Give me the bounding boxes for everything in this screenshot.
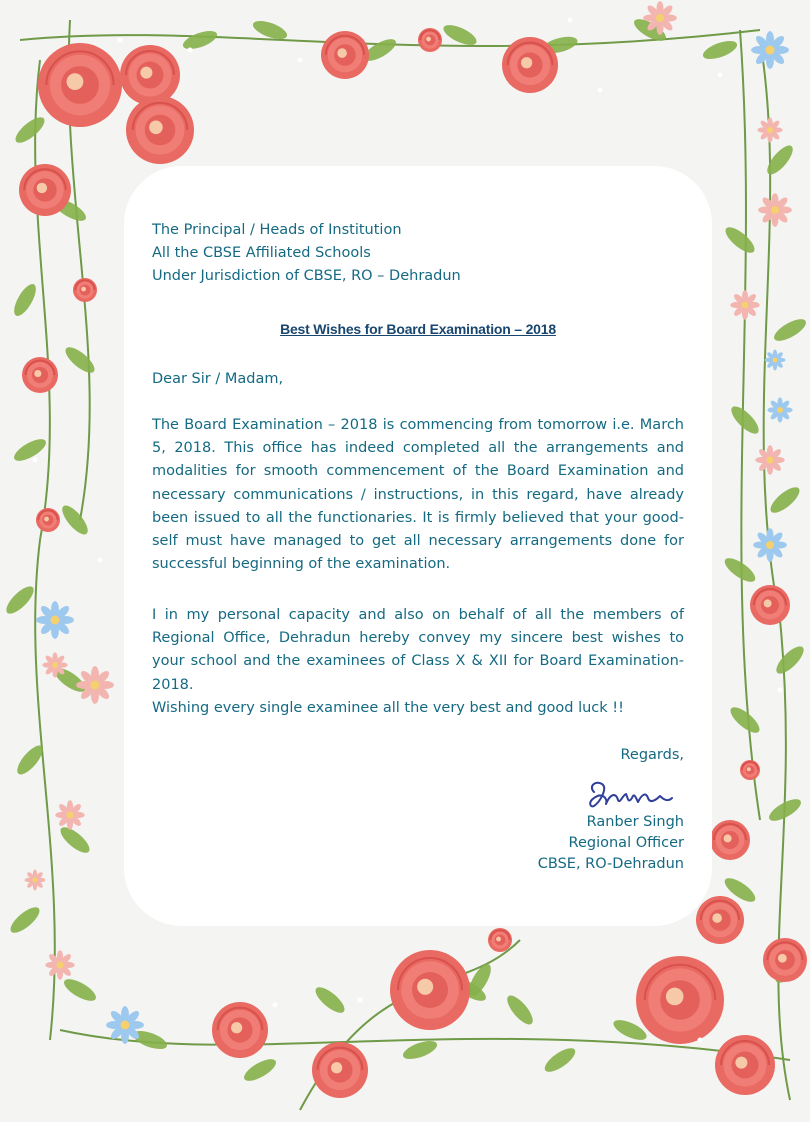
signatory-designation: Regional Officer	[568, 835, 684, 851]
signatory-office: CBSE, RO-Dehradun	[537, 856, 684, 872]
signatory-name: Ranber Singh	[586, 814, 684, 830]
body-paragraph-3: Wishing every single examinee all the very best and good luck !!	[152, 700, 624, 716]
address-line-2: All the CBSE Affiliated Schools	[152, 245, 371, 262]
body-paragraph-1: The Board Examination – 2018 is commencing from tomorrow i.e. March 5, 2018. This office has indeed completed all the arrangements and modalities for smooth commencement of the Board Examination and necessary communications / instructions, in this regard, have already been issued to all the functionaries. It is firmly believed that your good-self must have managed to get all necessary arrangements done for successful beginning of the examination.	[152, 417, 684, 573]
closing: Regards,	[620, 747, 684, 763]
address-line-1: The Principal / Heads of Institution	[152, 222, 402, 238]
address-line-3: Under Jurisdiction of CBSE, RO – Dehradun	[152, 268, 461, 285]
recipient-address	[152, 219, 461, 289]
body-paragraph-2: I in my personal capacity and also on behalf of all the members of Regional Office, Dehradun hereby convey my sincere best wishes to your school and the examinees of Class X & XII for Board Examination-2018.	[152, 607, 684, 693]
salutation: Dear Sir / Madam,	[152, 371, 284, 387]
letter-subject: Best Wishes for Board Examination – 2018	[280, 321, 556, 337]
signature-block	[452, 812, 684, 875]
